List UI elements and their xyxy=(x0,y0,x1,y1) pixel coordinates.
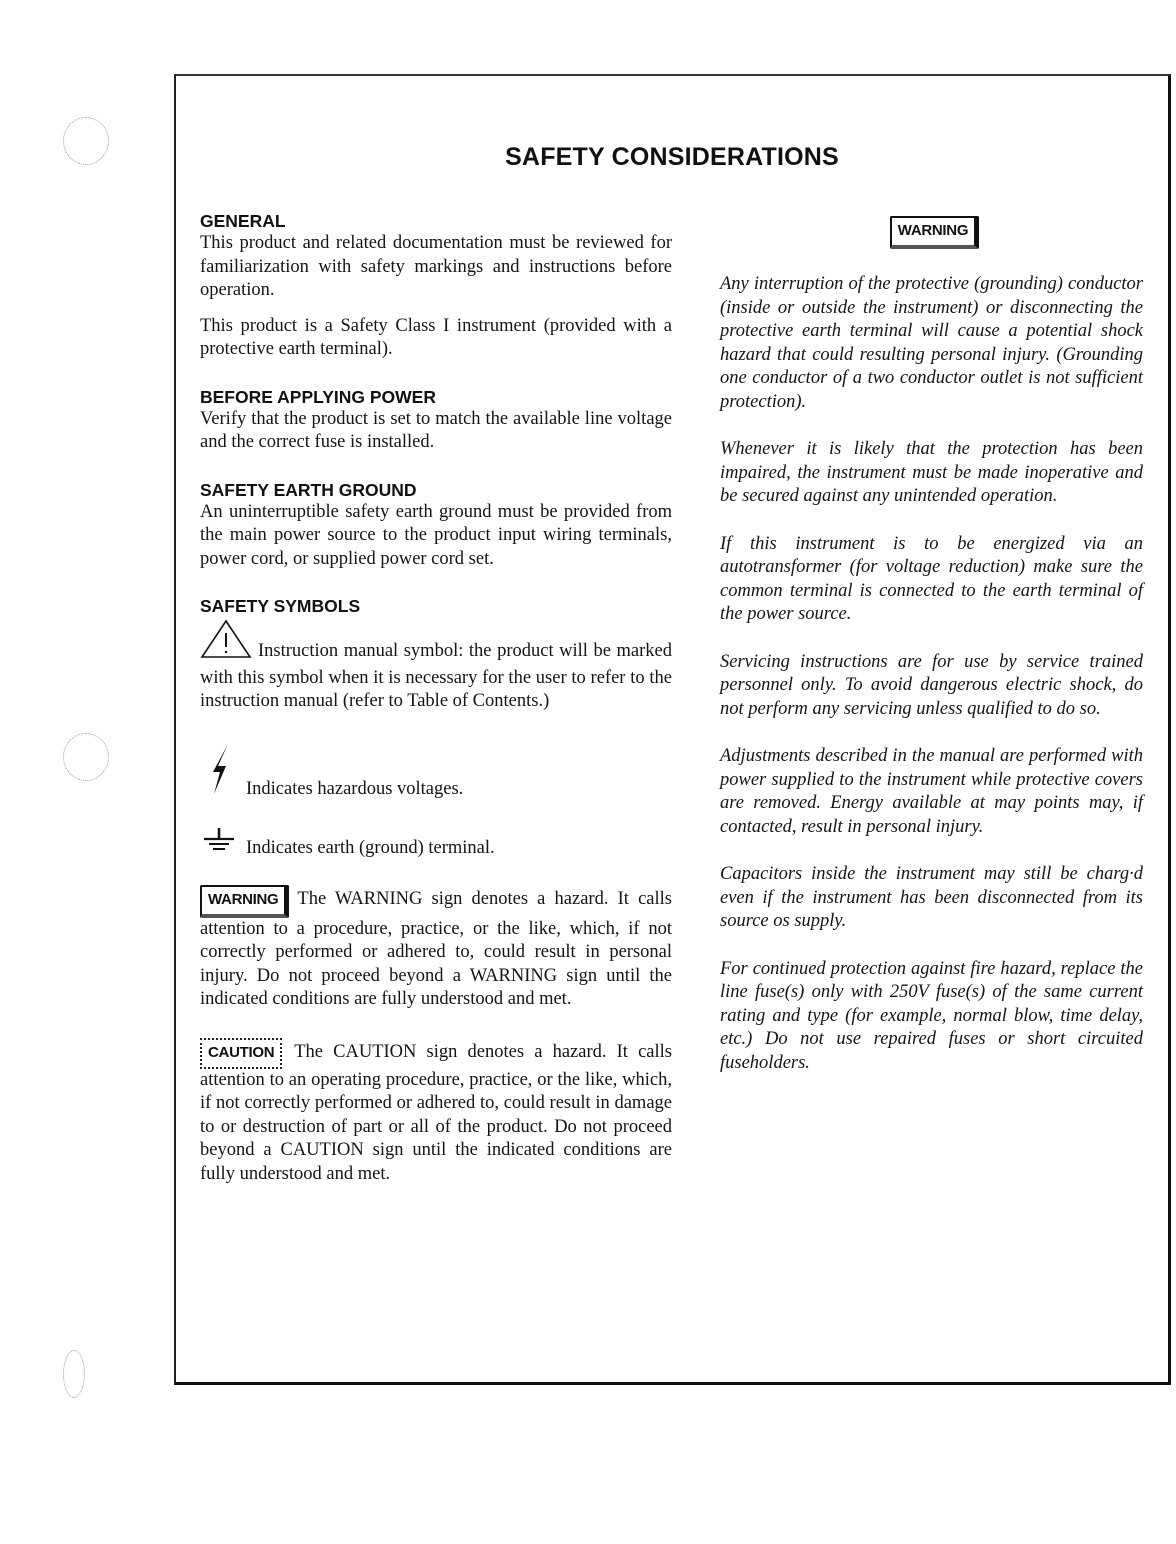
section-safety-earth-ground xyxy=(200,479,672,572)
warning-paragraph-impaired-protection: Whenever it is likely that the protection has been impaired, the instrument must be made inoperative and be secured against any unintended operation. xyxy=(720,439,1143,506)
warning-paragraph-servicing: Servicing instructions are for use by service trained personnel only. To avoid dangerous electric shock, do not perform any servicing unless qualified to do so. xyxy=(720,651,1143,719)
warning-paragraph-fuses: For continued protection against fire hazard, replace the line fuse(s) only with 250V fuse(s) of the same current rating and type (for example, normal blow, time delay, etc.) Do not use repaired fuses or short circuited fuseholders. xyxy=(720,958,1143,1073)
left-column xyxy=(200,210,672,1186)
section-heading-safety-earth-ground: SAFETY EARTH GROUND xyxy=(200,479,417,500)
caution-sign-description: CAUTION The CAUTION sign denotes a hazard. It calls attention to an operating procedure, practice, or the like, which, if not correctly performed or adhered to, could result in damage to or destruction of part or all of the product. Do not proceed beyond a CAUTION sign until the indicated conditions are fully understood and met. xyxy=(200,1038,672,1187)
warning-badge: WARNING xyxy=(200,885,289,918)
binder-hole-top xyxy=(63,117,109,165)
warning-triangle-icon xyxy=(200,619,252,667)
warning-sign-description: WARNING The WARNING sign denotes a hazard. It calls attention to a procedure, practice, or the like, which, if not correctly performed or adhered to, could result in personal injury. Do not proceed beyond a WARNING sign until the indicated conditions are fully understood and met. xyxy=(200,885,672,1012)
binder-hole-middle xyxy=(63,733,109,781)
binder-hole-bottom xyxy=(63,1350,85,1398)
section-heading-before-applying-power: BEFORE APPLYING POWER xyxy=(200,386,436,407)
right-column-warning xyxy=(720,210,1143,1075)
warning-paragraph-capacitors: Capacitors inside the instrument may still be charg·d even if the instrument has been disconnected from its source os supply. xyxy=(720,864,1143,931)
section-heading-general: GENERAL xyxy=(200,211,286,231)
right-warning-badge-wrap xyxy=(726,216,1143,249)
before-applying-power-text: Verify that the product is set to match the available line voltage and the correct fuse is installed. xyxy=(200,408,672,452)
symbol-instruction-manual: Instruction manual symbol: the product will be marked with this symbol when it is necessary for the user to refer to the instruction manual (refer to Table of Contents.) xyxy=(200,619,672,714)
symbol-earth-ground: Indicates earth (ground) terminal. xyxy=(200,827,672,861)
safety-earth-ground-text: An uninterruptible safety earth ground must be provided from the main power source to the product input wiring terminals, power cord, or supplied power cord set. xyxy=(200,501,672,569)
warning-paragraph-adjustments: Adjustments described in the manual are performed with power supplied to the instrument while protective covers are removed. Energy available at may points may, if contacted, result in personal injury. xyxy=(720,746,1143,837)
caution-badge: CAUTION xyxy=(200,1038,282,1069)
warning-paragraph-grounding: Any interruption of the protective (grounding) conductor (inside or outside the instrument) or disconnecting the protective earth terminal will cause a potential shock hazard that could resulting personal injury. (Grounding one conductor of a two conductor outlet is not sufficient protection). xyxy=(720,274,1143,412)
general-paragraph-1: This product and related documentation must be reviewed for familiarization with safety markings and instructions before operation. xyxy=(200,233,672,300)
earth-ground-icon xyxy=(202,827,236,861)
page-title: SAFETY CONSIDERATIONS xyxy=(505,143,839,171)
lightning-bolt-icon xyxy=(210,742,236,804)
warning-paragraph-autotransformer: If this instrument is to be energized via an autotransformer (for voltage reduction) make sure the common terminal is connected to the earth terminal of the power source. xyxy=(720,533,1143,624)
symbol-hazardous-voltage: Indicates hazardous voltages. xyxy=(200,742,672,804)
section-heading-safety-symbols: SAFETY SYMBOLS xyxy=(200,596,361,616)
section-before-applying-power xyxy=(200,386,672,455)
section-safety-symbols xyxy=(200,595,672,1186)
general-paragraph-2: This product is a Safety Class I instrument (provided with a protective earth terminal). xyxy=(200,315,672,359)
warning-badge: WARNING xyxy=(890,216,979,249)
section-general xyxy=(200,210,672,362)
